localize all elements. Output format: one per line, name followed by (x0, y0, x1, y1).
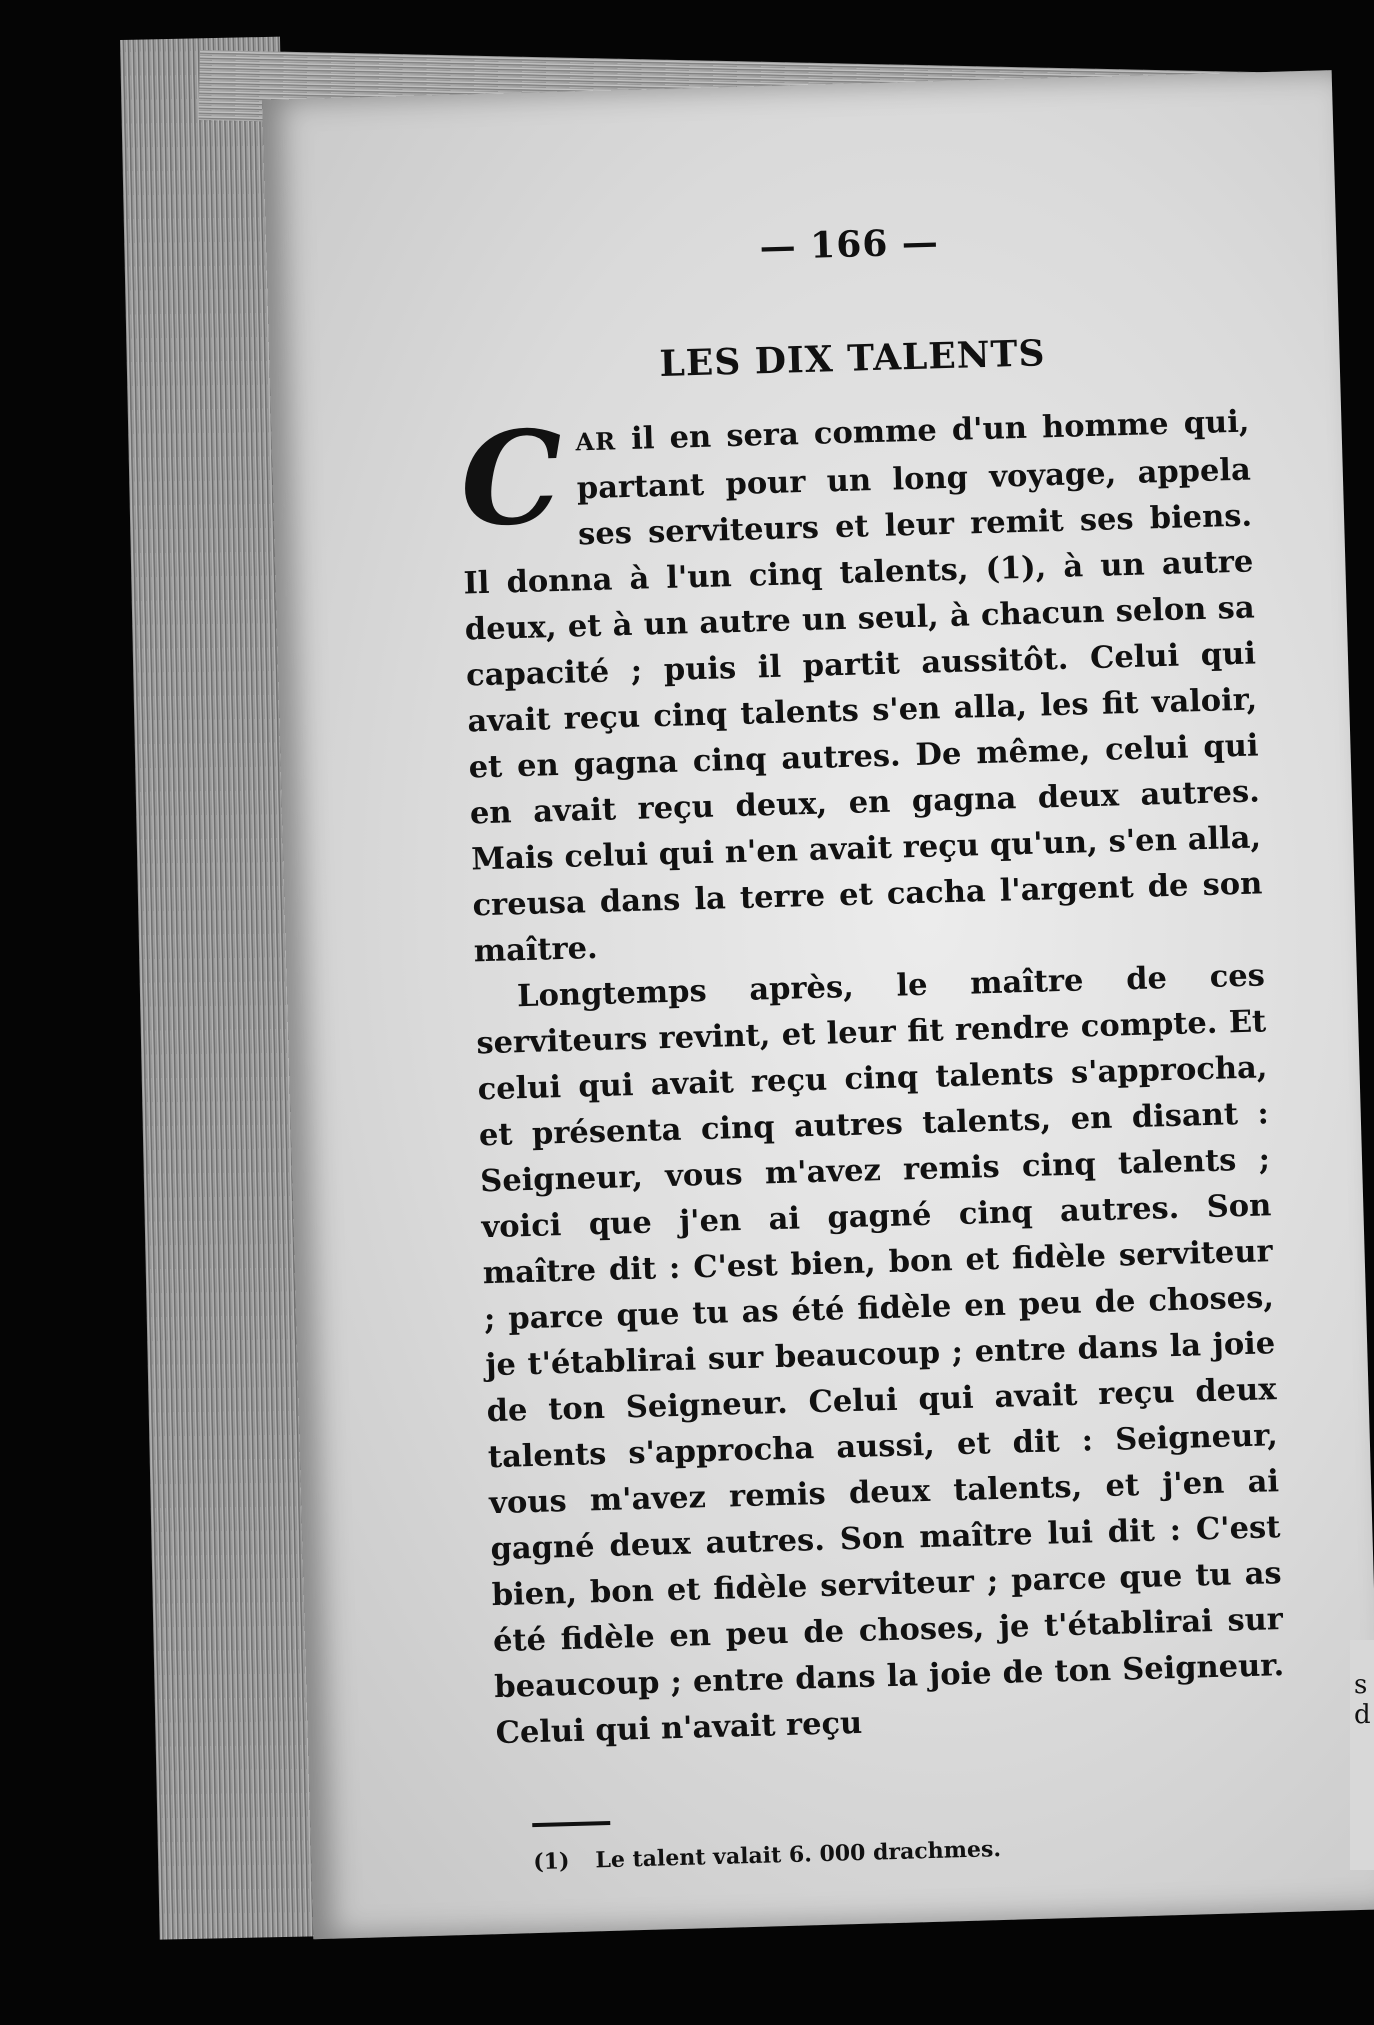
adjacent-page-letters: s d (1354, 1670, 1371, 1730)
chapter-title: LES DIX TALENTS (658, 332, 1046, 385)
footnote-rule (532, 1821, 610, 1827)
book-page (262, 70, 1374, 1939)
paragraph-2: Longtemps après, le maître de ces serviteurs revint, et leur fit rendre compte. Et celui qui avait reçu cinq talents s'approcha, et présenta cinq autres talents, en disant : Seigneur, vous m'avez remis cinq talents ; voici que j'en ai gagné cinq autres. Son maître dit : C'est bien, bon et fidèle serviteur ; parce que tu as été fidèle en peu de choses, je t'établirai sur beaucoup ; entre dans la joie de ton Seigneur. Celui qui avait reçu deux talents s'approcha aussi, et dit : Seigneur, vous m'avez remis deux talents, et j'en ai gagné deux autres. Son maître lui dit : C'est bien, bon et fidèle serviteur ; parce que tu as été fidèle en peu de choses, je t'établirai sur beaucoup ; entre dans la joie de ton Seigneur. Celui qui n'avait reçu (475, 957, 1285, 1752)
footnote (533, 1828, 1289, 1875)
paragraph-1-text: il en sera comme d'un homme qui, partant pour un long voyage, appela ses serviteurs et leur remit ses biens. Il donna à l'un cinq talents, (1), à un autre deux, et à un autre un seul, à chacun selon sa capacité ; puis il partit aussitôt. Celui qui avait reçu cinq talents s'en alla, les fit valoir, et en gagna cinq autres. De même, celui qui en avait reçu deux, en gagna deux autres. Mais celui qui n'en avait reçu qu'un, s'en alla, creusa dans la terre et cacha l'argent de son maître. (463, 403, 1263, 970)
ornamental-dropcap: C (458, 402, 565, 556)
body-text (459, 399, 1286, 1757)
footnote-mark: (1) (532, 1848, 570, 1876)
adjacent-page-edge (1350, 1640, 1374, 1870)
footnote-text: Le talent valait 6. 000 drachmes. (595, 1836, 1002, 1874)
paragraph-1 (459, 399, 1264, 975)
page-content (454, 213, 1290, 1876)
opening-smallcaps: AR (575, 426, 617, 457)
page-number: — 166 — (759, 221, 940, 269)
